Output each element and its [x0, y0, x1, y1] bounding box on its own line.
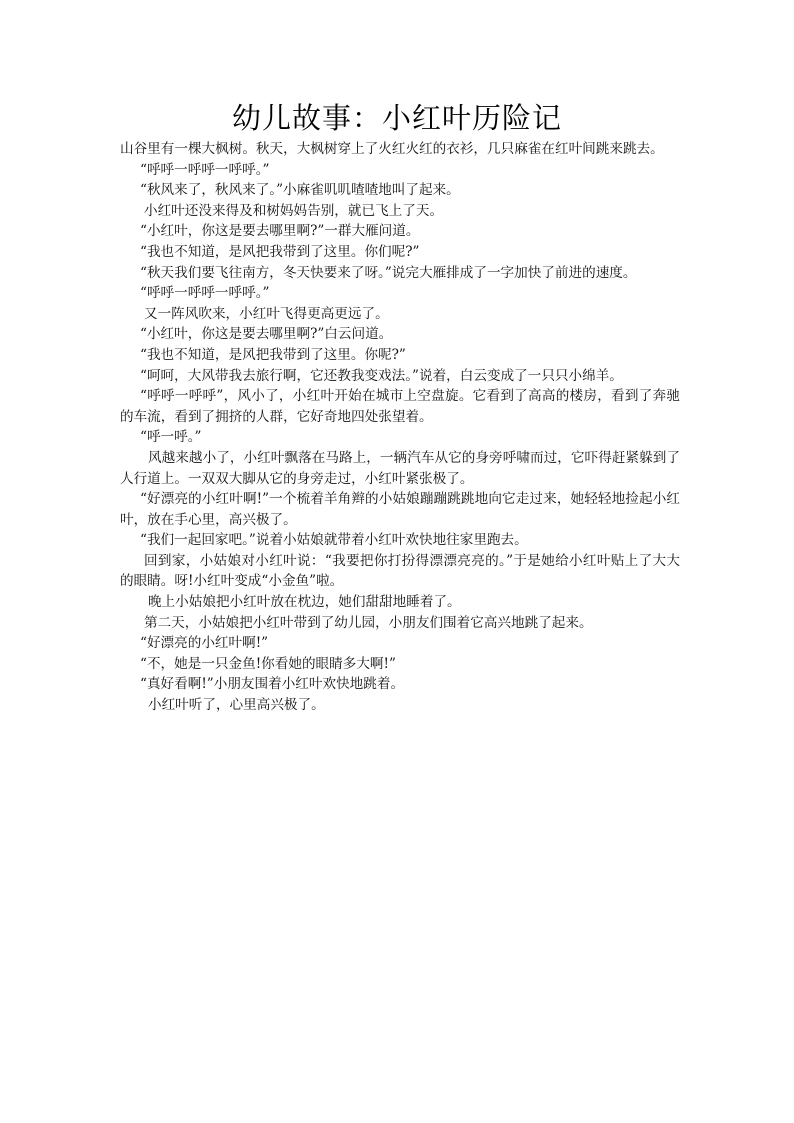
- story-paragraph: 风越来越小了，小红叶飘落在马路上，一辆汽车从它的身旁呼啸而过，它吓得赶紧躲到了人行道上。一双双大脚从它的身旁走过，小红叶紧张极了。: [120, 449, 680, 487]
- story-paragraph: 回到家，小姑娘对小红叶说：“我要把你打扮得漂漂亮亮的。”于是她给小红叶贴上了大大的眼睛。呀!小红叶变成“小金鱼”啦。: [120, 552, 680, 590]
- story-paragraph: “真好看啊!”小朋友围着小红叶欢快地跳着。: [140, 676, 405, 693]
- story-paragraph: “我们一起回家吧。”说着小姑娘就带着小红叶欢快地往家里跑去。: [140, 532, 528, 549]
- story-paragraph: “呼呼一呼呼一呼呼。”: [140, 285, 270, 302]
- story-paragraph: “我也不知道，是风把我带到了这里。你们呢?”: [140, 243, 420, 260]
- story-paragraph: “不，她是一只金鱼!你看她的眼睛多大啊!”: [140, 655, 396, 672]
- story-paragraph: 山谷里有一棵大枫树。秋天，大枫树穿上了火红火红的衣衫，几只麻雀在红叶间跳来跳去。: [120, 141, 664, 157]
- story-paragraph: “呼呼一呼呼”，风小了，小红叶开始在城市上空盘旋。它看到了高高的楼房，看到了奔驰的车流，看到了拥挤的人群，它好奇地四处张望着。: [120, 388, 680, 425]
- story-paragraph: “呼一呼。”: [140, 429, 202, 446]
- story-paragraph: “小红叶，你这是要去哪里啊?”一群大雁问道。: [140, 223, 420, 240]
- story-paragraph: “呵呵，大风带我去旅行啊，它还教我变戏法。”说着，白云变成了一只只小绵羊。: [140, 367, 623, 384]
- story-paragraph: 晚上小姑娘把小红叶放在枕边，她们甜甜地睡着了。: [148, 594, 461, 611]
- story-paragraph: “好漂亮的小红叶啊!”一个梳着羊角辫的小姑娘蹦蹦跳跳地向它走过来，她轻轻地捡起小红叶，放在手心里，高兴极了。: [120, 491, 680, 528]
- story-paragraph: 小红叶听了，心里高兴极了。: [148, 697, 325, 714]
- story-paragraph: “小红叶，你这是要去哪里啊?”白云问道。: [140, 326, 393, 343]
- story-paragraph: 第二天，小姑娘把小红叶带到了幼儿园，小朋友们围着它高兴地跳了起来。: [144, 614, 593, 631]
- story-body: [120, 139, 680, 716]
- story-paragraph: 又一阵风吹来，小红叶飞得更高更远了。: [144, 305, 389, 322]
- story-paragraph: “我也不知道，是风把我带到了这里。你呢?”: [140, 346, 406, 363]
- story-paragraph: 小红叶还没来得及和树妈妈告别，就已飞上了天。: [144, 202, 444, 219]
- story-paragraph: “秋天我们要飞往南方，冬天快要来了呀。”说完大雁排成了一字加快了前进的速度。: [140, 264, 637, 281]
- story-paragraph: “好漂亮的小红叶啊!”: [140, 635, 269, 652]
- story-paragraph: “秋风来了，秋风来了。”小麻雀叽叽喳喳地叫了起来。: [140, 182, 460, 199]
- page-title: 幼儿故事：小红叶历险记: [231, 101, 562, 135]
- story-paragraph: “呼呼一呼呼一呼呼。”: [140, 161, 270, 178]
